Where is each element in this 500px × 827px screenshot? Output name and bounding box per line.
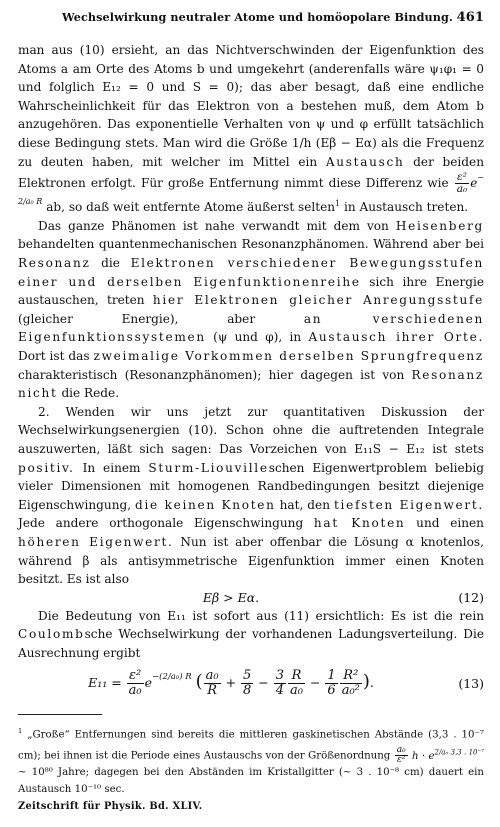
equation-13 (18, 663, 484, 703)
p3-spaced-4: tiefsten Eigenwert. (333, 497, 484, 512)
p1-text-end: in Austausch treten. (340, 200, 469, 215)
p3-spaced-6: höheren Eigenwert. (18, 534, 174, 549)
equation-12-number: (12) (458, 589, 484, 605)
eq13-lhs: E₁₁ = (88, 674, 122, 690)
paragraph-4 (18, 607, 484, 663)
p2-text-c: die (90, 256, 120, 270)
p2-spaced-6: Resonanz nicht (18, 367, 484, 401)
p1-text-a: man aus (10) ersieht, an das Nichtverschwinden der Eigenfunktion des Atoms a am Orte des Atoms b und umgekehrt (anderenfalls wäre ψ₁φ₁ = 0 und folglich E₁₂ = 0 und S = 0); das aber besagt, daß eine endliche Wahrscheinlichkeit für das Elektron von a bestehen muß, dem Atom b anzugehören. Das exponentielle Verhalten von ψ und φ erfüllt tatsächlich diese Bedingung stets. Man wird die Größe 1/h (Eβ − Eα) als die Frequenz zu deuten haben, mit welcher im Mittel ein (18, 43, 484, 169)
inline-decay-formula: $\frac{\text{ε²}}{\text{a₀}}$ $e^{- 2/a_0 R}$ (18, 171, 484, 207)
p2-spaced-5: zweimalige Vorkommen derselben Sprungfrequenz (93, 348, 484, 363)
page-number: 461 (456, 10, 484, 25)
paragraph-1 (18, 41, 484, 217)
p2-spaced-heisenberg: Heisenberg (395, 218, 484, 233)
p2-text-d: sich ihre Energie austauschen, treten (18, 274, 484, 308)
p3-spaced-3: die keinen Knoten (135, 497, 276, 512)
p3-text-f: und einen (405, 516, 484, 531)
footnote-separator (18, 714, 102, 715)
equation-12-body: Eβ > Eα. (202, 589, 260, 605)
p3-text-a: 2. Wenden wir uns jetzt zur quantitativen Diskussion der Wechselwirkungsenergien (10). Schon ohne die auftretenden Integrale auszuwerten, läßt sich sagen: Das Vorzeichen von E₁₁S − E₁₂ ist stets (18, 404, 484, 456)
p2-text-i: die Rede. (57, 386, 120, 401)
p3-text-e: Jede andere orthogonale Eigenschwingung (18, 516, 304, 531)
footnote-reference: 1 (335, 199, 341, 209)
p2-text-a: Das ganze Phänomen ist nahe verwandt mit dem von (38, 218, 389, 233)
footnote-expression: $\frac{\text{a₀}}{\text{ε²}}$ $h \cdot e^{2/a_0 3,3 . 10^{-7}}$ (396, 745, 485, 766)
footnote-text-a: „Große“ Entfernungen sind bereits die mittleren gaskinetischen Abstände (3,3 . 10⁻⁷ cm); bei ihnen ist die Periode eines Austauschs von der Größenordnung (18, 729, 484, 762)
p3-spaced-5: hat Knoten (313, 516, 406, 531)
p1-text-b: der beiden Elektronen erfolgt. Für große Entfernung nimmt diese Differenz wie (18, 154, 484, 191)
p1-text-tail: ab, so daß weit entfernte Atome äußerst selten (46, 200, 336, 215)
p2-spaced-4: Austausch ihrer Orte. (308, 330, 484, 345)
equation-12 (18, 590, 484, 605)
p4-text-b: sche Wechselwirkung der vorhandenen Ladungsverteilung. Die Ausrechnung ergibt (18, 627, 484, 660)
equation-13-body: E₁₁ = $\frac{\text{ε²}}{\text{a₀}}$ $e^{-(2/a_0) R}$ ( $\frac{\text{a₀}}{R}$ + $\frac{5}{8}$ − $\frac{3}{4}$ $\frac{R}{\text{a₀}}$ − $\frac{1}{6}$ $\frac{\text{R²}}{\text{a₀²}}$ ). (88, 667, 374, 698)
running-title: Wechselwirkung neutraler Atome und homöopolare Bindung. (62, 10, 453, 24)
p2-spaced-resonanz: Resonanz (18, 256, 91, 270)
p3-text-d: hat, den (275, 497, 330, 512)
journal-line: Zeitschrift für Physik. Bd. XLIV. (18, 800, 203, 812)
footnote (18, 723, 484, 798)
p3-spaced-1: positiv. (18, 460, 75, 475)
p3-text-g: Nun ist aber offenbar die Lösung α knotenlos, während β als antisymmetrische Eigenfunktion immer einen Knoten besitzt. Es ist also (18, 534, 484, 587)
p2-spaced-1: Elektronen verschiedener Bewegungsstufen einer und derselben Eigenfunktionenreihe (18, 256, 484, 289)
footnote-text-b: ~ 10⁸⁰ Jahre; dagegen bei den Abständen im Kristallgitter (~ 3 . 10⁻⁸ cm) dauert ein Austausch 10⁻¹⁰ sec. (18, 767, 484, 795)
p4-spaced-coulomb: Coulomb (18, 627, 85, 642)
p3-text-c: schen Eigenwertproblem beliebig vieler Dimensionen mit homogenen Randbedingungen besitzt diejenige Eigenschwingung, (18, 460, 484, 512)
p2-text-g: Dort ist das (18, 348, 90, 363)
p2-text-h: charakteristisch (Resonanzphänomen); hier dagegen ist von (18, 367, 405, 382)
p2-spaced-2: hier Elektronen gleicher Anregungsstufe (152, 293, 484, 308)
paragraph-3 (18, 403, 484, 589)
p1-spaced-austausch: Austausch (325, 154, 405, 169)
p2-spaced-3: an verschiedenen Eigenfunktionssystemen (18, 311, 484, 345)
p3-text-b: In einem (74, 460, 141, 475)
footnote-marker: 1 (18, 727, 23, 736)
p3-spaced-sturm-liouville: Sturm-Liouville (148, 460, 269, 475)
p4-text-a: Die Bedeutung von E₁₁ ist sofort aus (11) ersichtlich: Es ist die rein (38, 608, 484, 623)
eq13-exponent: −(2/a₀) R (152, 671, 192, 682)
equation-13-number: (13) (458, 675, 484, 691)
p2-text-b: behandelten quantenmechanischen Resonanzphänomen. Während aber bei (18, 237, 484, 252)
p2-text-e: (gleicher Energie), aber (18, 311, 256, 326)
paragraph-2 (18, 217, 484, 403)
p2-text-f: (ψ und φ), in (205, 330, 302, 345)
running-header (18, 10, 484, 25)
